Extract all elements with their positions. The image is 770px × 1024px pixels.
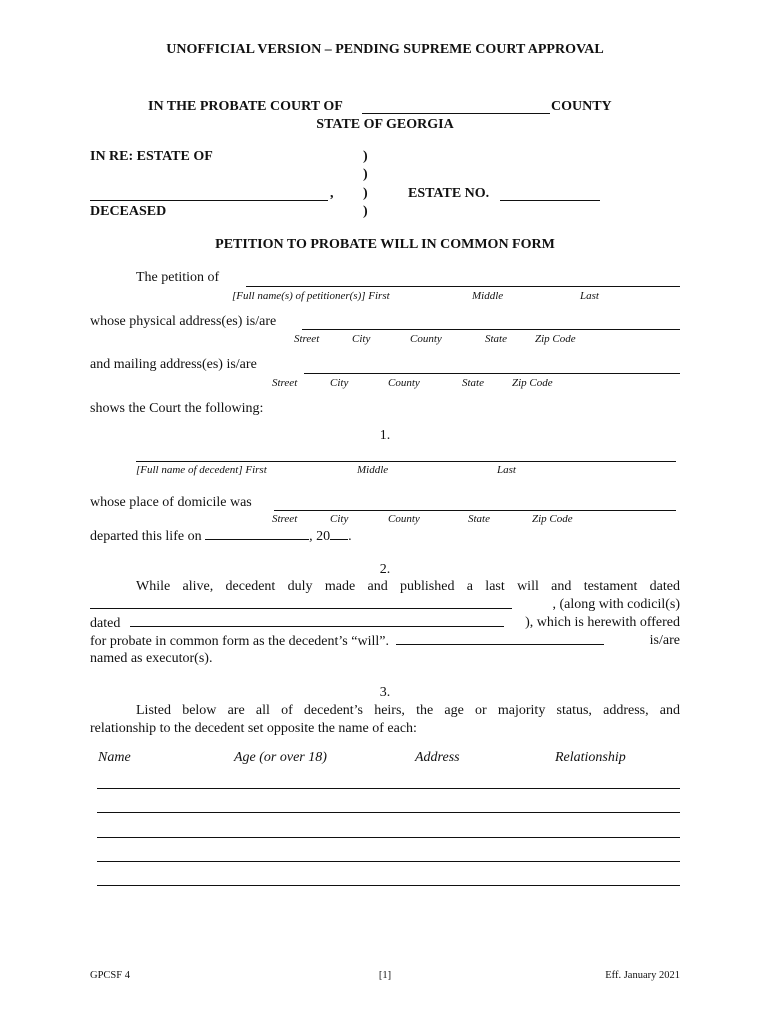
document-title: PETITION TO PROBATE WILL IN COMMON FORM xyxy=(215,237,555,252)
petitioner-hint-middle: Middle xyxy=(472,290,504,302)
is-are-text: is/are xyxy=(649,633,680,648)
domicile-label: whose place of domicile was xyxy=(90,495,252,510)
caption-paren: ) xyxy=(363,149,368,164)
estate-no-label: ESTATE NO. xyxy=(408,186,490,201)
shows-court-text: shows the Court the following: xyxy=(90,401,264,416)
decedent-hint-first: [Full name of decedent] First xyxy=(136,464,267,476)
county-blank[interactable] xyxy=(362,113,550,114)
heir-row-line[interactable] xyxy=(97,788,680,789)
section-3-line-1: Listed below are all of decedent’s heirs, the age or majority status, address, and xyxy=(136,703,680,718)
dated-label: dated xyxy=(90,616,121,631)
petitioner-hint-first: [Full name(s) of petitioner(s)] First xyxy=(232,290,390,302)
section-2-line-5: named as executor(s). xyxy=(90,651,213,666)
section-2-number: 2. xyxy=(379,562,391,577)
section-2-line-1: While alive, decedent duly made and published a last will and testament dated xyxy=(136,579,680,594)
mail-hint-state: State xyxy=(462,377,484,389)
departed-end: . xyxy=(348,529,352,544)
executor-name-blank[interactable] xyxy=(396,632,604,645)
section-2-line-2-suffix: , (along with codicil(s) xyxy=(552,597,680,612)
addr-hint-zip: Zip Code xyxy=(535,333,576,345)
estate-no-blank[interactable] xyxy=(500,200,600,201)
heirs-col-address: Address xyxy=(415,750,460,765)
domicile-hint-state: State xyxy=(468,513,490,525)
will-date-blank[interactable] xyxy=(90,596,512,609)
section-3-line-2: relationship to the decedent set opposite the name of each: xyxy=(90,721,417,736)
court-prefix: IN THE PROBATE COURT OF xyxy=(148,99,343,114)
physical-address-blank[interactable] xyxy=(302,329,680,330)
heirs-col-age: Age (or over 18) xyxy=(234,750,327,765)
caption-paren: ) xyxy=(363,167,368,182)
probate-text: for probate in common form as the decedent’s “will”. xyxy=(90,634,389,649)
domicile-hint-street: Street xyxy=(272,513,298,525)
addr-hint-state: State xyxy=(485,333,507,345)
in-re-label: IN RE: ESTATE OF xyxy=(90,149,213,164)
section-2-line-4 xyxy=(90,632,680,651)
page-number: [1] xyxy=(378,970,392,981)
addr-hint-city: City xyxy=(352,333,371,345)
domicile-hint-city: City xyxy=(330,513,349,525)
departed-line xyxy=(90,527,352,545)
petitioner-name-blank[interactable] xyxy=(246,286,680,287)
heirs-col-relationship: Relationship xyxy=(555,750,626,765)
heir-row-line[interactable] xyxy=(97,861,680,862)
mail-hint-city: City xyxy=(330,377,349,389)
mailing-address-blank[interactable] xyxy=(304,373,680,374)
decedent-hint-middle: Middle xyxy=(357,464,389,476)
mail-hint-county: County xyxy=(388,377,420,389)
court-suffix: COUNTY xyxy=(551,99,612,114)
decedent-name-blank[interactable] xyxy=(136,461,676,462)
petitioner-hint-last: Last xyxy=(580,290,599,302)
departed-prefix: departed this life on xyxy=(90,529,202,544)
deceased-label: DECEASED xyxy=(90,204,167,219)
heirs-col-name: Name xyxy=(98,750,131,765)
domicile-blank[interactable] xyxy=(274,510,676,511)
mailing-address-label: and mailing address(es) is/are xyxy=(90,357,257,372)
domicile-hint-county: County xyxy=(388,513,420,525)
caption-paren: ) xyxy=(363,186,368,201)
heir-row-line[interactable] xyxy=(97,837,680,838)
death-date-blank[interactable] xyxy=(205,527,309,540)
unofficial-banner: UNOFFICIAL VERSION – PENDING SUPREME COURT APPROVAL xyxy=(166,42,604,57)
addr-hint-county: County xyxy=(410,333,442,345)
physical-address-label: whose physical address(es) is/are xyxy=(90,314,277,329)
form-id: GPCSF 4 xyxy=(90,970,130,981)
death-year-blank[interactable] xyxy=(330,527,348,540)
mail-hint-zip: Zip Code xyxy=(512,377,553,389)
section-1-number: 1. xyxy=(379,428,391,443)
addr-hint-street: Street xyxy=(294,333,320,345)
codicil-date-blank[interactable] xyxy=(130,614,504,627)
caption-paren: ) xyxy=(363,204,368,219)
petition-of-label: The petition of xyxy=(136,270,220,285)
section-2-line-3 xyxy=(90,614,680,633)
mail-hint-street: Street xyxy=(272,377,298,389)
departed-year-prefix: , 20 xyxy=(309,529,331,544)
section-2-line-2 xyxy=(90,596,680,615)
effective-date: Eff. January 2021 xyxy=(605,970,680,981)
heir-row-line[interactable] xyxy=(97,812,680,813)
estate-name-blank[interactable] xyxy=(90,200,328,201)
section-2-line-3-suffix: ), which is herewith offered xyxy=(525,615,680,630)
caption-comma: , xyxy=(330,186,334,201)
section-3-number: 3. xyxy=(379,685,391,700)
decedent-hint-last: Last xyxy=(497,464,516,476)
state-heading: STATE OF GEORGIA xyxy=(316,117,454,132)
heir-row-line[interactable] xyxy=(97,885,680,886)
domicile-hint-zip: Zip Code xyxy=(532,513,573,525)
